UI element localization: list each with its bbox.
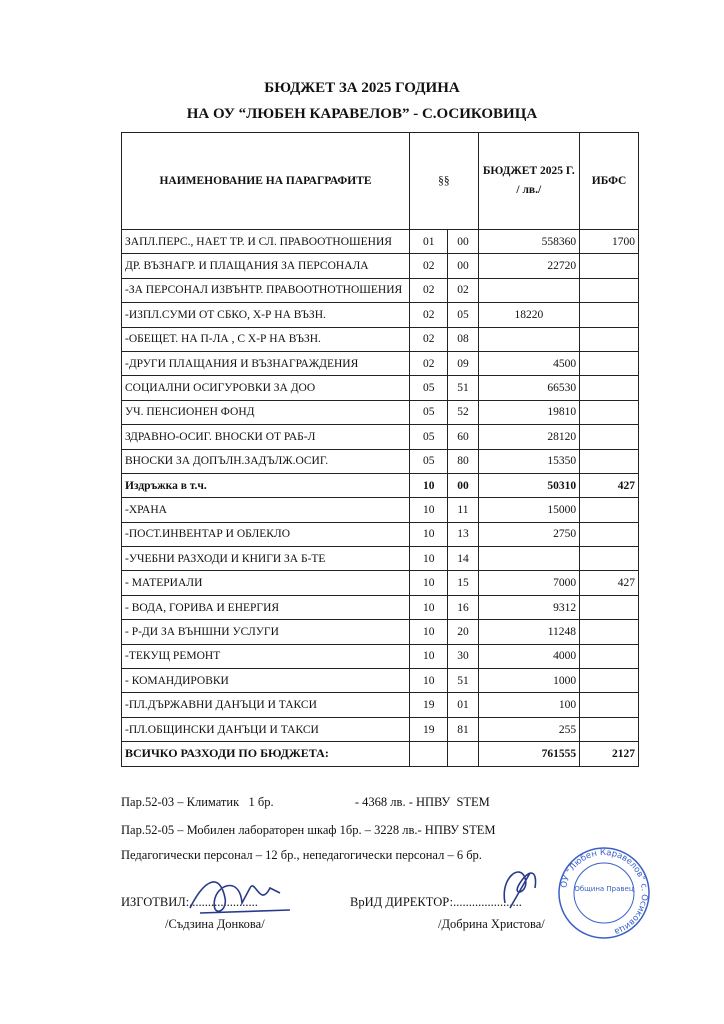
row-paragraph: 19 — [410, 717, 448, 741]
row-budget: 15000 — [478, 498, 579, 522]
row-name: УЧ. ПЕНСИОНЕН ФОНД — [122, 400, 410, 424]
row-subparagraph: 05 — [448, 303, 478, 327]
row-ibfs — [580, 376, 639, 400]
row-budget: 15350 — [478, 449, 579, 473]
table-row — [122, 571, 639, 595]
table-row — [122, 522, 639, 546]
row-paragraph: 10 — [410, 473, 448, 497]
row-subparagraph: 13 — [448, 522, 478, 546]
row-name: -ЗА ПЕРСОНАЛ ИЗВЪНТР. ПРАВООТНОТНОШЕНИЯ — [122, 278, 410, 302]
row-ibfs: 427 — [580, 473, 639, 497]
header-name: НАИМЕНОВАНИЕ НА ПАРАГРАФИТЕ — [122, 133, 410, 230]
row-subparagraph: 00 — [448, 254, 478, 278]
director-label: ВрИД ДИРЕКТОР:...................... — [350, 895, 522, 909]
row-budget: 11248 — [478, 620, 579, 644]
stamp-text: ОУ "Любен Каравелов" с. Осиковица — [559, 847, 650, 937]
row-name: ЗДРАВНО-ОСИГ. ВНОСКИ ОТ РАБ-Л — [122, 425, 410, 449]
row-name: Издръжка в т.ч. — [122, 473, 410, 497]
table-row — [122, 620, 639, 644]
row-subparagraph: 60 — [448, 425, 478, 449]
table-row — [122, 278, 639, 302]
row-name: ВСИЧКО РАЗХОДИ ПО БЮДЖЕТА: — [122, 742, 410, 766]
row-name: СОЦИАЛНИ ОСИГУРОВКИ ЗА ДОО — [122, 376, 410, 400]
row-budget: 28120 — [478, 425, 579, 449]
row-name: -УЧЕБНИ РАЗХОДИ И КНИГИ ЗА Б-ТЕ — [122, 547, 410, 571]
row-subparagraph: 00 — [448, 230, 478, 254]
row-subparagraph: 09 — [448, 351, 478, 375]
row-ibfs — [580, 254, 639, 278]
row-budget — [478, 547, 579, 571]
row-budget: 66530 — [478, 376, 579, 400]
row-name: ДР. ВЪЗНАГР. И ПЛАЩАНИЯ ЗА ПЕРСОНАЛА — [122, 254, 410, 278]
row-paragraph: 05 — [410, 400, 448, 424]
row-paragraph: 10 — [410, 669, 448, 693]
row-budget: 100 — [478, 693, 579, 717]
row-subparagraph: 00 — [448, 473, 478, 497]
row-budget — [478, 278, 579, 302]
row-name: -ПОСТ.ИНВЕНТАР И ОБЛЕКЛО — [122, 522, 410, 546]
row-name: - КОМАНДИРОВКИ — [122, 669, 410, 693]
row-name: - ВОДА, ГОРИВА И ЕНЕРГИЯ — [122, 595, 410, 619]
row-budget — [478, 327, 579, 351]
row-ibfs — [580, 669, 639, 693]
table-row — [122, 230, 639, 254]
row-paragraph: 05 — [410, 376, 448, 400]
row-paragraph: 10 — [410, 547, 448, 571]
row-budget: 22720 — [478, 254, 579, 278]
row-paragraph: 10 — [410, 644, 448, 668]
row-paragraph: 19 — [410, 693, 448, 717]
table-row — [122, 693, 639, 717]
row-ibfs — [580, 620, 639, 644]
row-subparagraph: 15 — [448, 571, 478, 595]
row-ibfs — [580, 327, 639, 351]
row-subparagraph: 51 — [448, 376, 478, 400]
row-ibfs — [580, 400, 639, 424]
table-header-row — [122, 133, 639, 230]
row-budget: 50310 — [478, 473, 579, 497]
row-ibfs — [580, 693, 639, 717]
row-budget: 2750 — [478, 522, 579, 546]
note-staff: Педагогически персонал – 12 бр., непедагогически персонал – 6 бр. — [121, 848, 482, 862]
row-subparagraph: 20 — [448, 620, 478, 644]
row-paragraph: 01 — [410, 230, 448, 254]
school-stamp-icon — [556, 845, 652, 941]
row-ibfs — [580, 547, 639, 571]
row-paragraph: 10 — [410, 522, 448, 546]
row-ibfs — [580, 644, 639, 668]
row-ibfs — [580, 717, 639, 741]
row-budget: 9312 — [478, 595, 579, 619]
row-name: -ПЛ.ДЪРЖАВНИ ДАНЪЦИ И ТАКСИ — [122, 693, 410, 717]
row-budget: 7000 — [478, 571, 579, 595]
row-paragraph: 10 — [410, 595, 448, 619]
row-ibfs — [580, 351, 639, 375]
table-row — [122, 473, 639, 497]
row-subparagraph: 08 — [448, 327, 478, 351]
row-subparagraph: 81 — [448, 717, 478, 741]
row-paragraph: 02 — [410, 303, 448, 327]
note-air-conditioner: Пар.52-03 – Климатик 1 бр. - 4368 лв. - НПВУ STEM — [121, 795, 490, 809]
row-name: -ХРАНА — [122, 498, 410, 522]
table-row — [122, 547, 639, 571]
row-budget: 18220 — [478, 303, 579, 327]
table-row — [122, 644, 639, 668]
preparer-signature-icon — [180, 868, 300, 928]
row-ibfs — [580, 449, 639, 473]
table-row — [122, 425, 639, 449]
row-budget: 761555 — [478, 742, 579, 766]
row-paragraph — [410, 742, 448, 766]
row-budget: 4500 — [478, 351, 579, 375]
header-paragraph: §§ — [410, 133, 479, 230]
row-subparagraph: 52 — [448, 400, 478, 424]
row-subparagraph — [448, 742, 478, 766]
table-row — [122, 400, 639, 424]
document-title: БЮДЖЕТ ЗА 2025 ГОДИНА — [264, 80, 460, 96]
table-row — [122, 254, 639, 278]
row-paragraph: 02 — [410, 351, 448, 375]
header-budget: БЮДЖЕТ 2025 Г. / лв./ — [478, 133, 579, 230]
row-subparagraph: 51 — [448, 669, 478, 693]
prepared-by-name: /Съдзина Донкова/ — [165, 917, 265, 931]
row-name: -ТЕКУЩ РЕМОНТ — [122, 644, 410, 668]
row-paragraph: 02 — [410, 254, 448, 278]
row-subparagraph: 02 — [448, 278, 478, 302]
row-ibfs — [580, 522, 639, 546]
row-budget: 255 — [478, 717, 579, 741]
table-row — [122, 449, 639, 473]
row-ibfs — [580, 595, 639, 619]
row-name: - Р-ДИ ЗА ВЪНШНИ УСЛУГИ — [122, 620, 410, 644]
row-ibfs: 427 — [580, 571, 639, 595]
total-row — [122, 742, 639, 766]
row-paragraph: 10 — [410, 620, 448, 644]
row-name: - МАТЕРИАЛИ — [122, 571, 410, 595]
row-paragraph: 05 — [410, 449, 448, 473]
row-paragraph: 02 — [410, 327, 448, 351]
row-budget: 4000 — [478, 644, 579, 668]
row-subparagraph: 80 — [448, 449, 478, 473]
row-ibfs: 1700 — [580, 230, 639, 254]
row-ibfs — [580, 278, 639, 302]
table-row — [122, 669, 639, 693]
row-ibfs: 2127 — [580, 742, 639, 766]
table-row — [122, 303, 639, 327]
row-subparagraph: 16 — [448, 595, 478, 619]
row-name: -ОБЕЩЕТ. НА П-ЛА , С Х-Р НА ВЪЗН. — [122, 327, 410, 351]
row-name: -ИЗПЛ.СУМИ ОТ СБКО, Х-Р НА ВЪЗН. — [122, 303, 410, 327]
table-row — [122, 351, 639, 375]
table-row — [122, 595, 639, 619]
school-name: НА ОУ “ЛЮБЕН КАРАВЕЛОВ” - С.ОСИКОВИЦА — [186, 106, 538, 122]
row-ibfs — [580, 425, 639, 449]
row-subparagraph: 11 — [448, 498, 478, 522]
row-budget: 19810 — [478, 400, 579, 424]
row-name: ВНОСКИ ЗА ДОПЪЛН.ЗАДЪЛЖ.ОСИГ. — [122, 449, 410, 473]
row-name: -ДРУГИ ПЛАЩАНИЯ И ВЪЗНАГРАЖДЕНИЯ — [122, 351, 410, 375]
row-budget: 1000 — [478, 669, 579, 693]
row-subparagraph: 30 — [448, 644, 478, 668]
table-row — [122, 376, 639, 400]
row-ibfs — [580, 498, 639, 522]
table-row — [122, 717, 639, 741]
row-name: ЗАПЛ.ПЕРС., НАЕТ ТР. И СЛ. ПРАВООТНОШЕНИЯ — [122, 230, 410, 254]
prepared-by-label: ИЗГОТВИЛ:...................... — [121, 895, 258, 909]
director-signature-icon — [490, 858, 550, 918]
row-name: -ПЛ.ОБЩИНСКИ ДАНЪЦИ И ТАКСИ — [122, 717, 410, 741]
row-ibfs — [580, 303, 639, 327]
row-paragraph: 05 — [410, 425, 448, 449]
row-subparagraph: 14 — [448, 547, 478, 571]
stamp-inner-text: Община Правец — [574, 885, 634, 893]
row-paragraph: 10 — [410, 498, 448, 522]
table-row — [122, 327, 639, 351]
row-paragraph: 10 — [410, 571, 448, 595]
budget-table — [121, 132, 639, 767]
director-name: /Добрина Христова/ — [438, 917, 545, 931]
header-ibfs: ИБФС — [580, 133, 639, 230]
table-row — [122, 498, 639, 522]
row-subparagraph: 01 — [448, 693, 478, 717]
note-lab-cabinet: Пар.52-05 – Мобилен лабораторен шкаф 1бр. – 3228 лв.- НПВУ STEM — [121, 823, 496, 837]
row-budget: 558360 — [478, 230, 579, 254]
row-paragraph: 02 — [410, 278, 448, 302]
